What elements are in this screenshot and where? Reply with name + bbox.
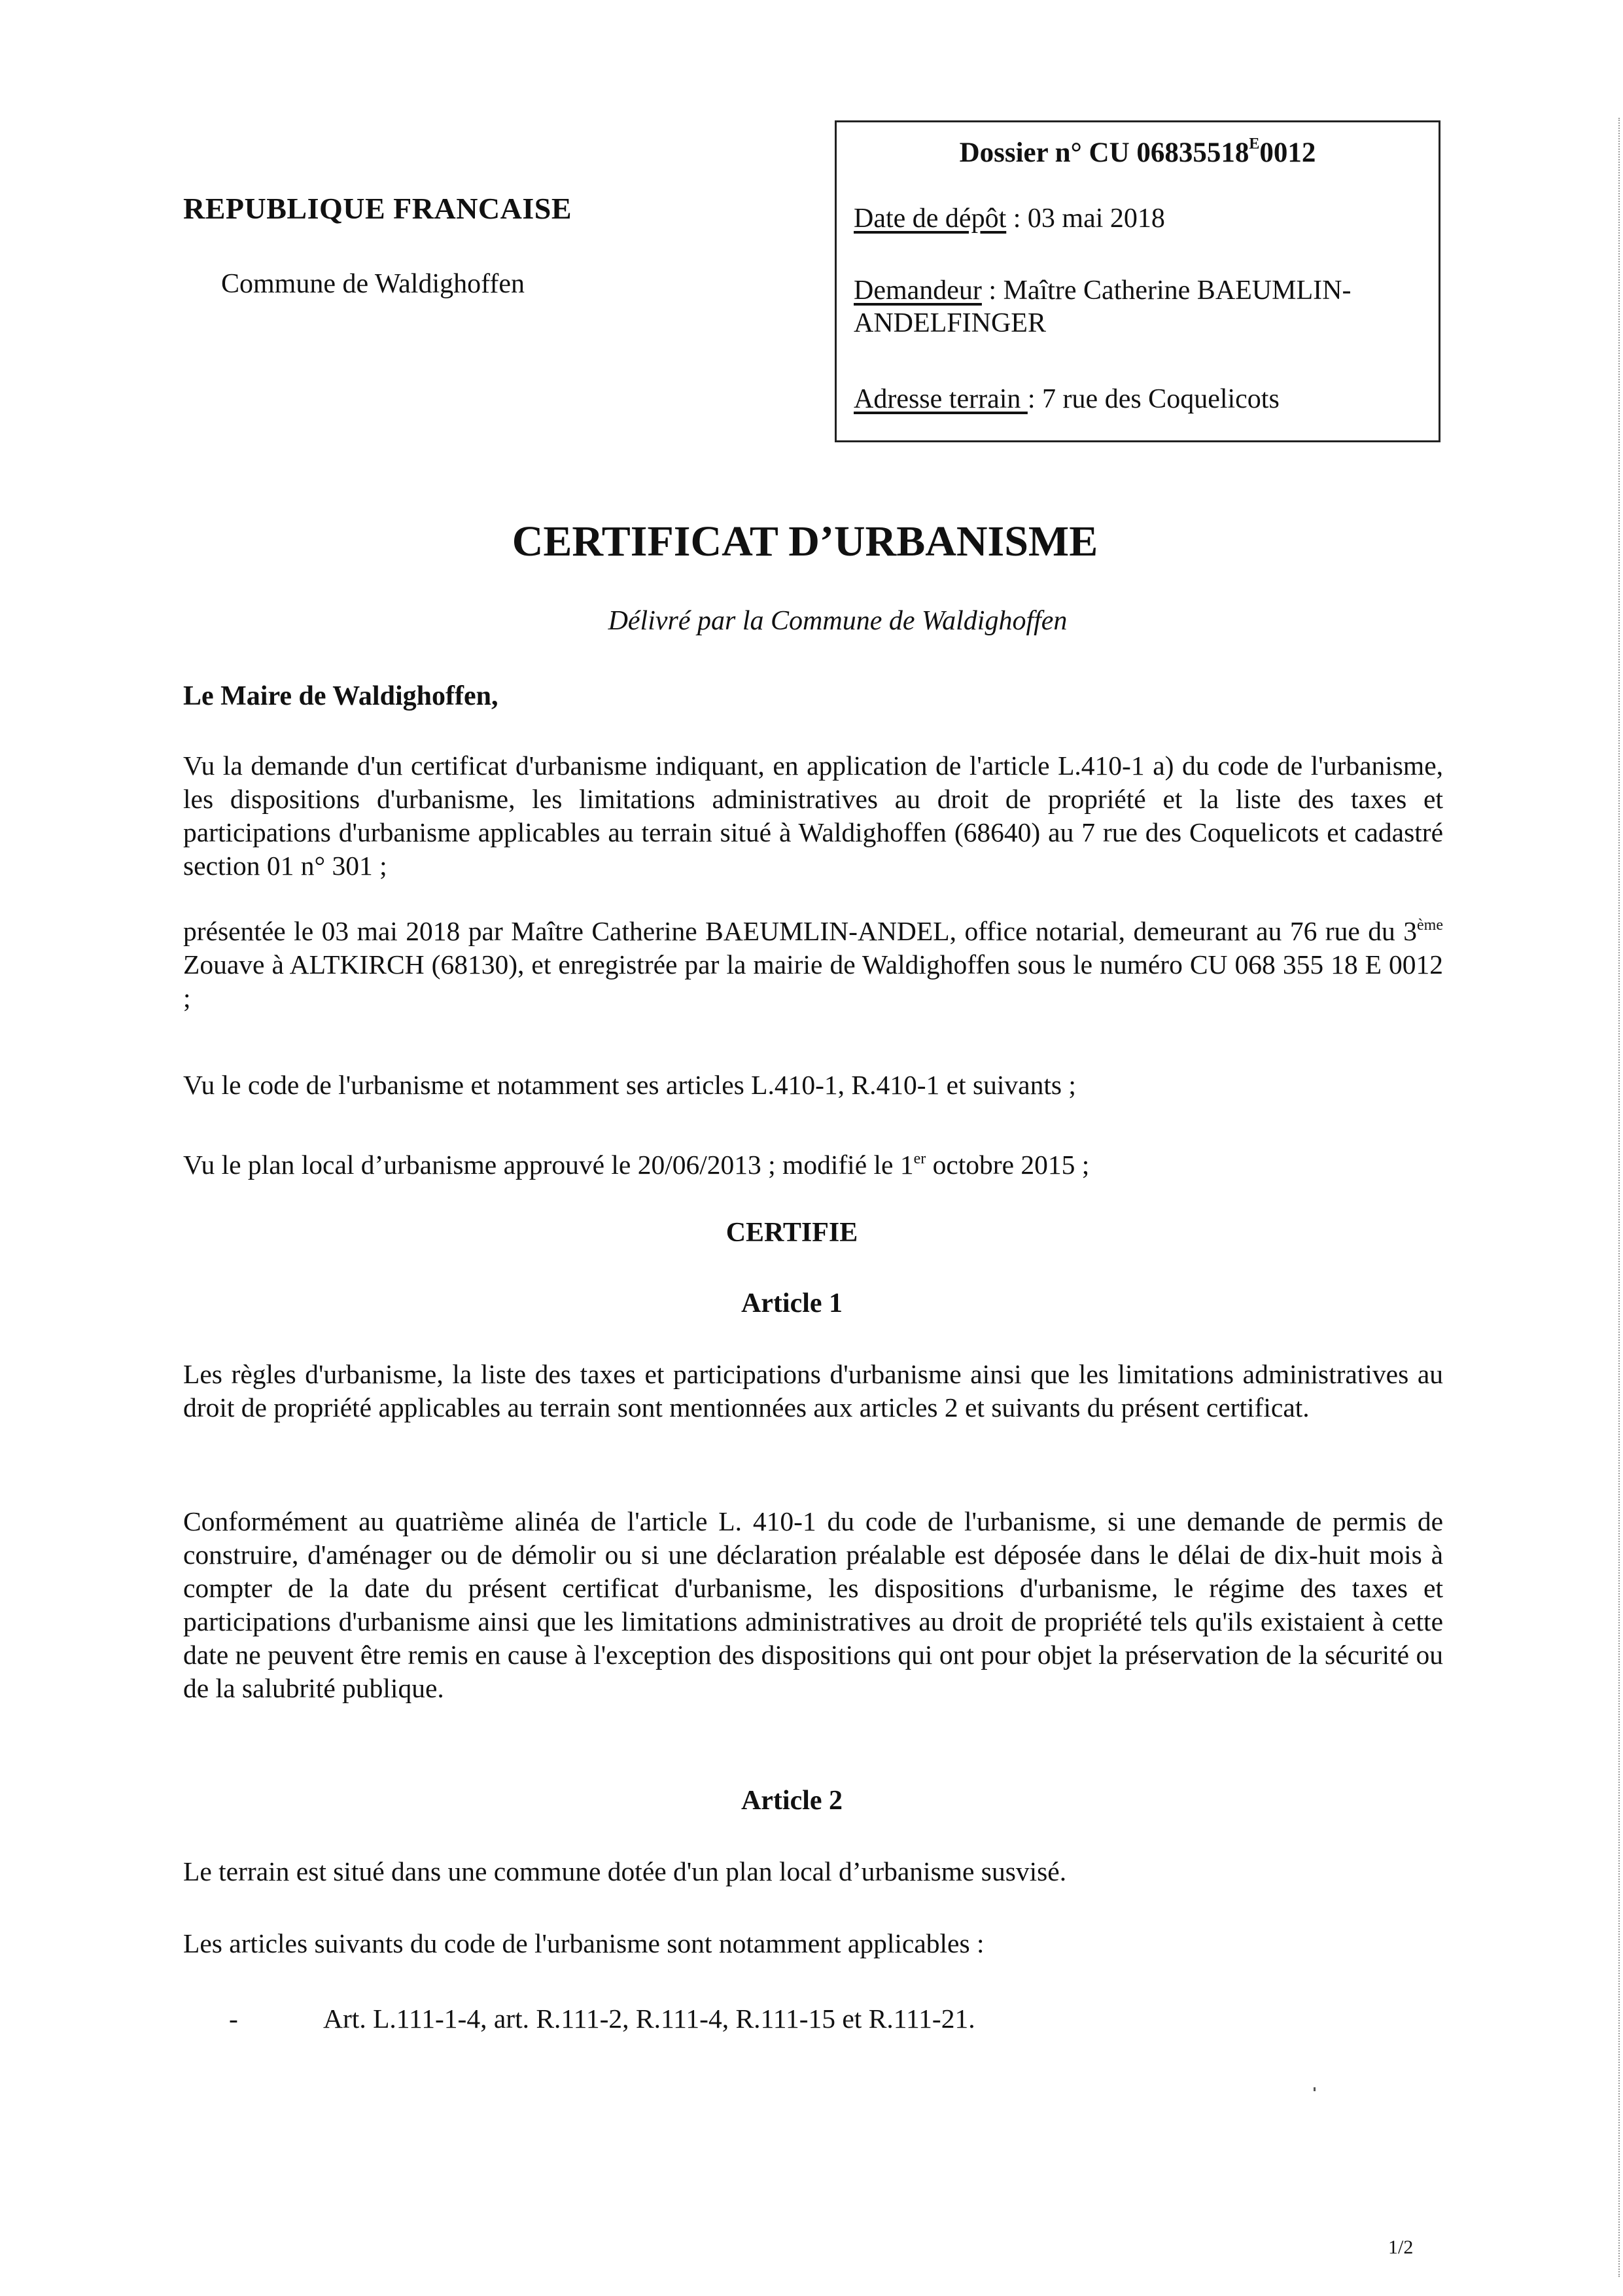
adresse-terrain-value: : 7 rue des Coquelicots	[1027, 384, 1280, 414]
scan-speck	[1314, 2087, 1316, 2091]
certifie-heading: CERTIFIE	[725, 1218, 858, 1248]
dossier-number	[837, 135, 1439, 169]
paragraph-vu-plan-part2: octobre 2015 ;	[926, 1150, 1090, 1180]
paragraph-demande: Vu la demande d'un certificat d'urbanisme indiquant, en application de l'article L.410-1 a) du code de l'urbanisme, les dispositions d'urbanisme, les limitations administratives au droit de propriété et la liste des taxes et participations d'urbanisme applicables au terrain situé à Waldighoffen (68640) au 7 rue des Coquelicots et cadastré section 01 n° 301 ;	[183, 751, 1443, 881]
paragraph-vu-code: Vu le code de l'urbanisme et notamment ses articles L.410-1, R.410-1 et suivants ;	[183, 1070, 1076, 1100]
demandeur-label: Demandeur	[854, 275, 982, 306]
demandeur-value: : Maître Catherine BAEUMLIN-ANDELFINGER	[854, 275, 1352, 338]
article-1-paragraph-2: Conformément au quatrième alinéa de l'article L. 410-1 du code de l'urbanisme, si une demande de permis de construire, d'aménager ou de démolir ou si une déclaration préalable est déposée dans le délai de dix-huit mois à compter de la date du présent certificat d'urbanisme, les dispositions d'urbanisme, le régime des taxes et participations d'urbanisme ainsi que les limitations administratives au droit de propriété tels qu'ils existaient à cette date ne peuvent être remis en cause à l'exception des dispositions qui ont pour objet la préservation de la sécurité ou de la salubrité publique.	[183, 1506, 1443, 1703]
dossier-number-prefix: Dossier n° CU 06835518	[959, 137, 1249, 168]
scan-edge-artifact	[1618, 118, 1620, 2277]
date-depot	[854, 202, 1165, 235]
adresse-terrain	[854, 383, 1280, 415]
republique-header: REPUBLIQUE FRANCAISE	[183, 192, 572, 225]
article-1-heading: Article 1	[741, 1288, 843, 1318]
paragraph-presentee-part2: Zouave à ALTKIRCH (68130), et enregistrée par la mairie de Waldighoffen sous le numéro CU 068 355 18 E 0012 ;	[183, 949, 1443, 1013]
bullet-dash-icon: -	[229, 2004, 238, 2034]
maire-heading: Le Maire de Waldighoffen,	[183, 681, 498, 711]
paragraph-presentee	[183, 915, 1443, 1015]
article-2-heading: Article 2	[741, 1786, 843, 1816]
date-depot-label: Date de dépôt	[854, 203, 1007, 234]
article-1-paragraph-1: Les règles d'urbanisme, la liste des taxes et participations d'urbanisme ainsi que les limitations administratives au droit de propriété applicables au terrain sont mentionnées aux articles 2 et suivants du présent certificat.	[183, 1359, 1443, 1422]
document-subtitle: Délivré par la Commune de Waldighoffen	[608, 606, 1068, 636]
paragraph-vu-plan	[183, 1148, 1443, 1182]
article-2-paragraph-2: Les articles suivants du code de l'urbanisme sont notamment applicables :	[183, 1928, 985, 1958]
ordinal-superscript: ème	[1417, 917, 1443, 934]
document-title: CERTIFICAT D’URBANISME	[512, 518, 1098, 565]
ordinal-superscript: er	[913, 1150, 926, 1167]
list-item-text: Art. L.111-1-4, art. R.111-2, R.111-4, R.111-15 et R.111-21.	[323, 2004, 975, 2034]
dossier-info-box	[835, 120, 1440, 442]
paragraph-presentee-part1: présentée le 03 mai 2018 par Maître Catherine BAEUMLIN-ANDEL, office notarial, demeurant au 76 rue du 3	[183, 916, 1418, 946]
demandeur	[854, 274, 1429, 340]
date-depot-value: : 03 mai 2018	[1006, 203, 1165, 234]
list-item	[229, 2002, 975, 2036]
dossier-number-sup: E	[1249, 135, 1260, 152]
paragraph-vu-plan-part1: Vu le plan local d’urbanisme approuvé le 20/06/2013 ; modifié le 1	[183, 1150, 914, 1180]
article-2-paragraph-1: Le terrain est situé dans une commune dotée d'un plan local d’urbanisme susvisé.	[183, 1856, 1067, 1886]
adresse-terrain-label: Adresse terrain	[854, 384, 1028, 414]
dossier-number-suffix: 0012	[1259, 137, 1316, 168]
page-number: 1/2	[1388, 2236, 1414, 2258]
commune-name: Commune de Waldighoffen	[221, 269, 525, 299]
